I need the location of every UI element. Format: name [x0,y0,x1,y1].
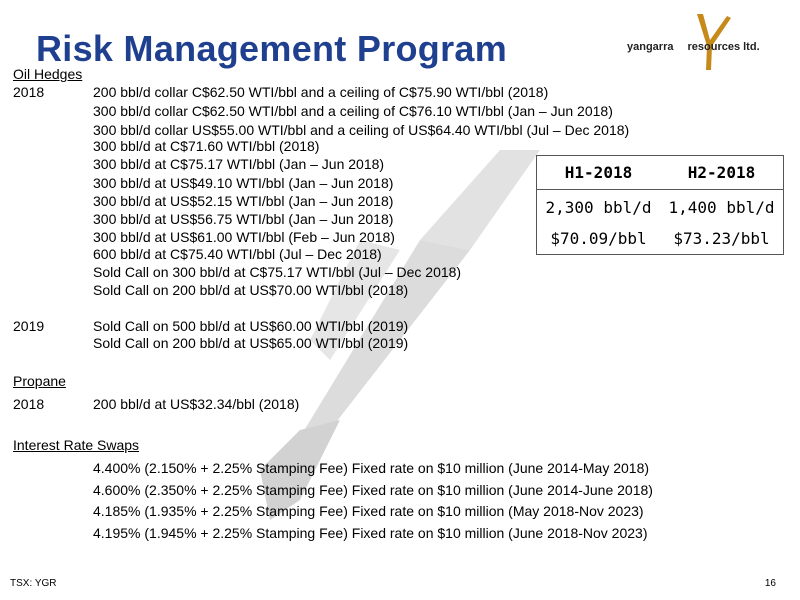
oil-hedge-line: 300 bbl/d at US$49.10 WTI/bbl (Jan – Jun 2018) [93,175,394,191]
table-divider [537,189,783,190]
logo-text-right: resources ltd. [687,41,760,53]
swap-line: 4.185% (1.935% + 2.25% Stamping Fee) Fixed rate on $10 million (May 2018-Nov 2023) [93,503,644,519]
oil-hedge-line: 300 bbl/d at C$75.17 WTI/bbl (Jan – Jun 2018) [93,156,385,172]
oil-hedge-line: 300 bbl/d collar C$62.50 WTI/bbl and a ceiling of C$76.10 WTI/bbl (Jan – Jun 2018) [93,103,613,119]
page-number: 16 [764,578,776,589]
year-2018-label: 2018 [13,84,45,100]
h1-header: H1-2018 [564,163,633,182]
swap-line: 4.400% (2.150% + 2.25% Stamping Fee) Fixed rate on $10 million (June 2014-May 2018) [93,460,650,476]
h1-volume: 2,300 bbl/d [545,198,652,217]
company-logo [615,12,785,72]
swap-line: 4.600% (2.350% + 2.25% Stamping Fee) Fixed rate on $10 million (June 2014-June 2018) [93,482,653,498]
propane-hedge-line: 200 bbl/d at US$32.34/bbl (2018) [93,396,300,412]
h1-price: $70.09/bbl [550,229,647,248]
ticker-label: TSX: YGR [10,578,57,589]
oil-hedge-line: Sold Call on 200 bbl/d at US$65.00 WTI/bbl (2019) [93,335,409,351]
oil-hedge-line: Sold Call on 200 bbl/d at US$70.00 WTI/bbl (2018) [93,282,409,298]
oil-hedge-line: 300 bbl/d at US$56.75 WTI/bbl (Jan – Jun 2018) [93,211,394,227]
h2-header: H2-2018 [687,163,756,182]
propane-year-label: 2018 [13,396,45,412]
interest-rate-swaps-heading: Interest Rate Swaps [13,437,140,453]
page-title: Risk Management Program [36,28,508,69]
swap-line: 4.195% (1.945% + 2.25% Stamping Fee) Fixed rate on $10 million (June 2018-Nov 2023) [93,525,648,541]
hedge-summary-table [536,155,784,255]
oil-hedge-line: 300 bbl/d collar US$55.00 WTI/bbl and a ceiling of US$64.40 WTI/bbl (Jul – Dec 2018) [93,122,630,138]
oil-hedge-line: 600 bbl/d at C$75.40 WTI/bbl (Jul – Dec 2018) [93,246,382,262]
oil-hedge-line: 300 bbl/d at US$52.15 WTI/bbl (Jan – Jun 2018) [93,193,394,209]
propane-heading: Propane [13,373,66,389]
year-2019-label: 2019 [13,318,45,334]
logo-text-left: yangarra [627,41,674,53]
oil-hedge-line: Sold Call on 300 bbl/d at C$75.17 WTI/bbl (Jul – Dec 2018) [93,264,462,280]
oil-hedges-heading: Oil Hedges [13,66,83,82]
h2-volume: 1,400 bbl/d [668,198,775,217]
oil-hedge-line: Sold Call on 500 bbl/d at US$60.00 WTI/bbl (2019) [93,318,409,334]
oil-hedge-line: 300 bbl/d at US$61.00 WTI/bbl (Feb – Jun 2018) [93,229,395,245]
h2-price: $73.23/bbl [673,229,770,248]
oil-hedge-line: 300 bbl/d at C$71.60 WTI/bbl (2018) [93,138,320,154]
oil-hedge-line: 200 bbl/d collar C$62.50 WTI/bbl and a ceiling of C$75.90 WTI/bbl (2018) [93,84,549,100]
